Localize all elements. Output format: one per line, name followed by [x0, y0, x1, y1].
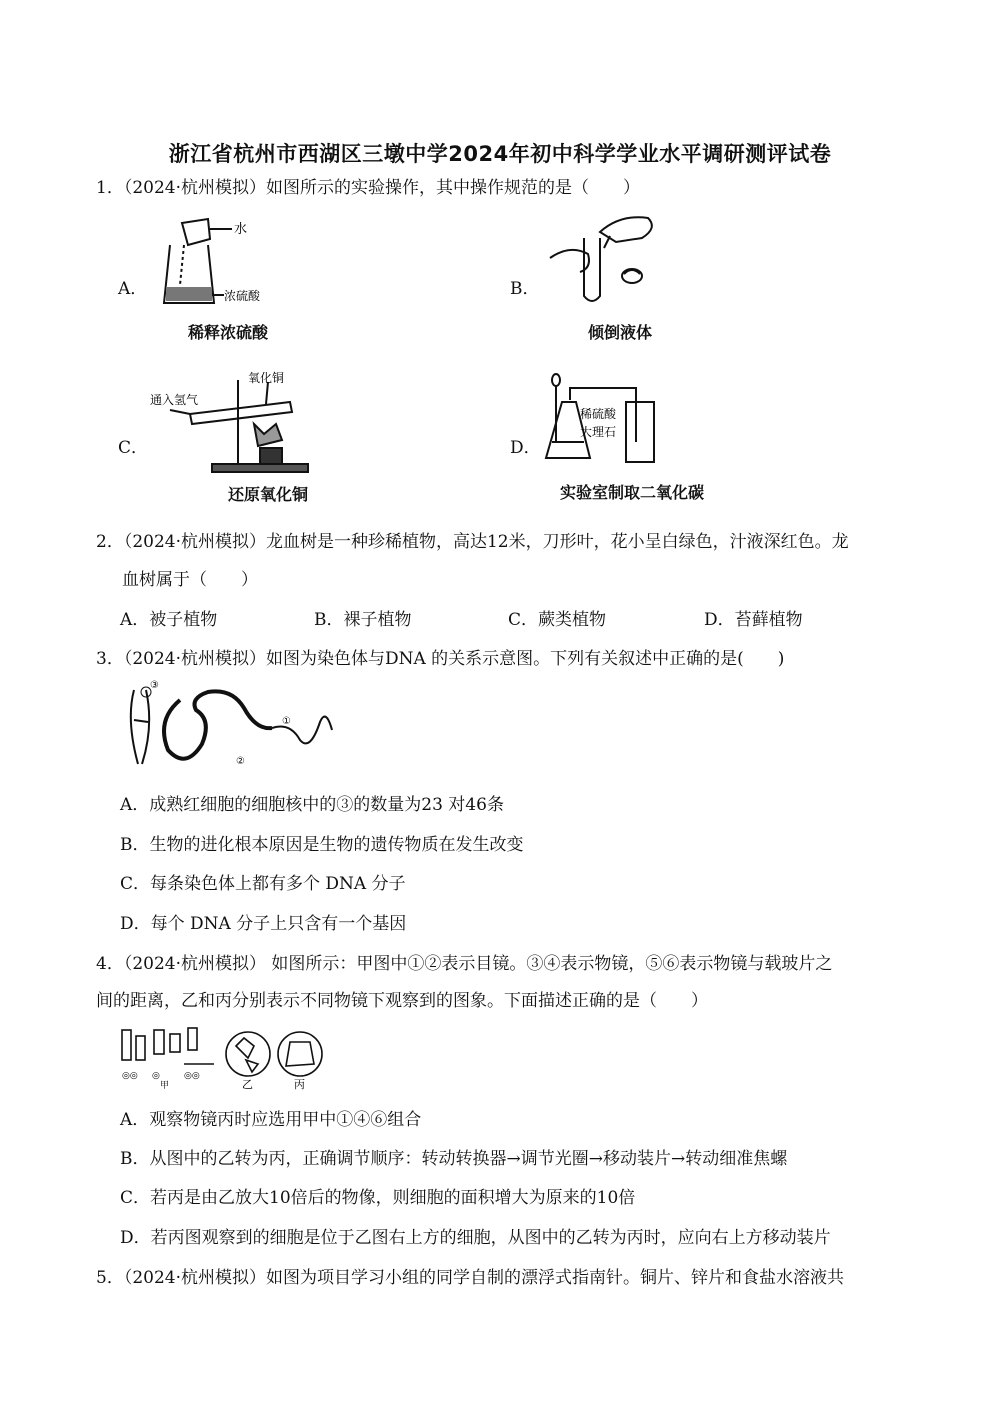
q3-option-d[interactable]: D．每个 DNA 分子上只含有一个基因: [120, 914, 407, 934]
q1-option-b-letter[interactable]: B．: [510, 279, 540, 299]
q1-figure-b: [540, 208, 670, 313]
q4-option-d[interactable]: D．若丙图观察到的细胞是位于乙图右上方的细胞，从图中的乙转为丙时，应向右上方移动装片: [120, 1228, 831, 1248]
q4-stem-line1: 4．（2024·杭州模拟） 如图所示：甲图中①②表示目镜。③④表示物镜，⑤⑥表示物镜与载玻片之: [96, 954, 833, 974]
q1-d-marble-label: 大理石: [580, 425, 617, 439]
q2-stem-line2: 血树属于（ ）: [122, 570, 258, 590]
q4-option-b[interactable]: B．从图中的乙转为丙，正确调节顺序：转动转换器→调节光圈→移动装片→转动细准焦螺: [120, 1149, 788, 1169]
q1-option-a-letter[interactable]: A．: [118, 279, 148, 299]
page-title: 浙江省杭州市西湖区三墩中学2024年初中科学学业水平调研测评试卷: [168, 142, 832, 166]
q1-d-acid-label: 稀硫酸: [580, 407, 617, 421]
q1-a-acid-label: 浓硫酸: [224, 289, 260, 303]
q1-c-copperoxide-label: 氧化铜: [248, 371, 285, 385]
q3-option-b[interactable]: B．生物的进化根本原因是生物的遗传物质在发生改变: [120, 835, 524, 855]
q4-label-bing: 丙: [294, 1078, 305, 1091]
q1-figure-c: [150, 368, 320, 478]
q4-label-yi: 乙: [242, 1078, 253, 1091]
q5-stem: 5．（2024·杭州模拟）如图为项目学习小组的同学自制的漂浮式指南针。铜片、锌片和食盐水溶液共: [96, 1268, 844, 1288]
q3-figure-chromosome-dna: [120, 680, 340, 775]
q3-label-1: ①: [282, 716, 291, 727]
q1-stem: 1．（2024·杭州模拟）如图所示的实验操作，其中操作规范的是（ ）: [96, 178, 640, 198]
q1-caption-a: 稀释浓硫酸: [188, 323, 269, 342]
q1-c-hydrogen-label: 通入氢气: [150, 393, 199, 407]
q1-option-d-letter[interactable]: D．: [510, 438, 541, 458]
q2-option-c[interactable]: C．蕨类植物: [508, 610, 607, 630]
q1-caption-b: 倾倒液体: [588, 323, 653, 342]
q4-figure-microscope: [118, 1024, 328, 1092]
q3-label-3: ③: [150, 680, 159, 691]
svg-text:◎: ◎: [152, 1071, 160, 1081]
q3-label-2: ②: [236, 756, 245, 767]
q3-option-a[interactable]: A．成熟红细胞的细胞核中的③的数量为23 对46条: [120, 795, 504, 815]
q1-figure-d: [540, 372, 670, 472]
svg-text:◎◎: ◎◎: [184, 1071, 200, 1081]
q1-a-water-label: 水: [234, 222, 248, 237]
q2-option-d[interactable]: D．苔藓植物: [704, 610, 803, 630]
q1-caption-d: 实验室制取二氧化碳: [560, 483, 705, 502]
svg-text:◎◎: ◎◎: [122, 1071, 138, 1081]
q4-option-a[interactable]: A．观察物镜丙时应选用甲中①④⑥组合: [120, 1110, 422, 1130]
q3-option-c[interactable]: C．每条染色体上都有多个 DNA 分子: [120, 874, 406, 894]
q2-stem-line1: 2．（2024·杭州模拟）龙血树是一种珍稀植物，高达12米，刀形叶，花小呈白绿色，汁液深红色。龙: [96, 532, 849, 552]
q4-option-c[interactable]: C．若丙是由乙放大10倍后的物像，则细胞的面积增大为原来的10倍: [120, 1188, 636, 1208]
q1-option-c-letter[interactable]: C．: [118, 438, 149, 458]
q3-stem: 3．（2024·杭州模拟）如图为染色体与DNA 的关系示意图。下列有关叙述中正确的是( ): [96, 649, 785, 669]
q1-caption-c: 还原氧化铜: [228, 485, 309, 504]
q2-option-b[interactable]: B．裸子植物: [314, 610, 412, 630]
q4-label-jia: 甲: [160, 1081, 170, 1091]
q1-figure-a: [150, 215, 260, 310]
q2-option-a[interactable]: A．被子植物: [120, 610, 218, 630]
q4-stem-line2: 间的距离，乙和丙分别表示不同物镜下观察到的图象。下面描述正确的是（ ）: [96, 991, 708, 1011]
